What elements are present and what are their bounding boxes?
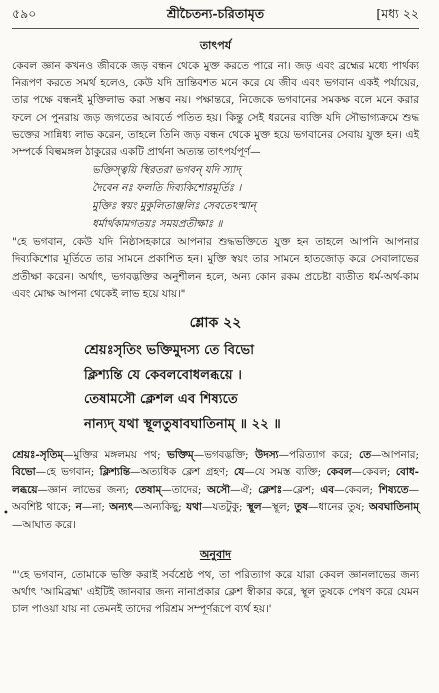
word-term: শ্রেয়ঃ-সৃতিম্ [12, 449, 64, 462]
word-term: যে [234, 466, 245, 479]
quoted-verse-line: দৈবেন নঃ ফলতি দিব্যকিশোরমূর্তিঃ । [92, 182, 242, 195]
word-meaning: —অন্যকিছু; [133, 501, 187, 514]
word-term: ক্লেশঃ [258, 483, 283, 496]
word-meaning: —না; [81, 501, 110, 514]
page-number: ৫৯০ [12, 6, 37, 21]
word-term: শিষ্যতে [378, 483, 409, 496]
word-term: ক্লিশ্যন্তি [99, 466, 131, 479]
word-meaning: —ঐ; [230, 483, 259, 496]
word-term: অসৌ [207, 483, 231, 496]
word-meaning: —স্থূল; [261, 501, 295, 514]
word-term: উদস্য [255, 449, 279, 462]
shloka-line: তেষামসৌ ক্লেশল এব শিষ্যতে [84, 392, 238, 408]
margin-mark: • [3, 508, 9, 519]
word-term: ভক্তিম্ [167, 449, 194, 462]
word-term: তুষ [294, 501, 308, 514]
translation-title: অনুবাদ [199, 548, 232, 562]
word-term: তেষাম্ [134, 483, 162, 496]
word-meaning: —আঘাত করে। [12, 518, 76, 531]
quoted-verse-line: মুক্তিঃ স্বয়ং মুকুলিতাঞ্জলিঃ সেবতেঽস্মান্ [92, 200, 257, 213]
word-term: বিভো [12, 466, 36, 479]
word-meaning: —ভগবদ্ভক্তি; [193, 449, 256, 462]
word-term: এব [320, 483, 335, 496]
page-header [12, 6, 419, 29]
word-meaning: —হে ভগবান; [35, 466, 100, 479]
section-label: [মধ্য ২২ [376, 6, 419, 21]
word-meaning: —মুক্তির মঙ্গলময় পথ; [63, 449, 168, 462]
word-meaning: —কেবল; [351, 466, 396, 479]
shloka-line: নান্যদ্ যথা স্থূলতুষাবঘাতিনাম্ ॥ ২২ ॥ [84, 416, 281, 432]
word-term: কেবল [326, 466, 352, 479]
word-meaning: —অত্যধিক ক্লেশ গ্রহণ; [130, 466, 235, 479]
word-meaning: —কেবল; [334, 483, 379, 496]
word-meaning: —ক্লেশ; [282, 483, 321, 496]
quoted-verse-line: ধর্মার্থকামগতয়ঃ সময়প্রতীক্ষাঃ ॥ [92, 218, 223, 231]
word-meaning: —অবশিষ্ট থাকে; [12, 483, 419, 514]
word-meanings [12, 447, 419, 534]
word-meaning: —জ্ঞান লাভের জন্য; [37, 483, 135, 496]
shloka-line: শ্রেয়ঃসৃতিং ভক্তিমুদস্য তে বিভো [84, 343, 255, 359]
word-term: স্থূল [246, 501, 262, 514]
word-meaning: —যতটুকু; [201, 501, 247, 514]
shloka-title: শ্লোক ২২ [189, 315, 242, 332]
word-term: যথা [186, 501, 202, 514]
word-meaning: —আপনার; [371, 449, 419, 462]
word-term: ন [75, 501, 82, 514]
book-title: শ্রীচৈতন্য-চরিতামৃত [166, 6, 265, 21]
word-meaning: —ধানের তুষ; [307, 501, 370, 514]
purport-title: তাৎপর্য [199, 39, 232, 52]
word-term: বোধ-লব্ধয়ে [12, 466, 419, 496]
word-term: অবঘাতিনাম্ [369, 501, 419, 514]
word-meaning: —যে সমস্ত ব্যক্তি; [244, 466, 327, 479]
shloka-verse [12, 339, 419, 437]
purport-paragraph-1: কেবল জ্ঞান কখনও জীবকে জড় বন্ধন থেকে মুক্ত করতে পারে না। জড় এবং ব্রহ্মের মধ্যে পার্থক্য নিরূপণ করতে সমর্থ হলেও, কেউ যদি ভ্রান্তিবশত মনে করে যে জীব এবং ভগবান একই পর্যায়ের, তার পক্ষে বন্ধনই মুক্তিলাভ করা সম্ভব নয়। পক্ষান্তরে, নিজেকে ভগবানের সমকক্ষ বলে মনে করার ফলে সে পুনরায় জড় জগতের আবর্তে পতিত হয়। কিন্তু সেই ধরনের ব্যক্তি যদি সৌভাগ্যক্রমে শুদ্ধ ভক্তের সান্নিধ্য লাভ করেন, তাহলে তিনি জড় বন্ধন থেকে মুক্ত হয়ে ভগবানের সেবায় যুক্ত হন। এই সম্পর্কে বিল্বমঙ্গল ঠাকুরের একটি প্রার্থনা অত্যন্ত তাৎপর্যপূর্ণ— [12, 60, 419, 159]
purport-paragraph-2: "হে ভগবান, কেউ যদি নিষ্ঠাসহকারে আপনার শুদ্ধভক্তিতে যুক্ত হন তাহলে আপনি আপনার দিব্যকিশোর মূর্তিতে তার সামনে প্রকাশিত হন। মুক্তি স্বয়ং তার সামনে হাতজোড় করে সেবালাভের প্রতীক্ষা করেন। অর্থাৎ, ভগবদ্ভক্তির অনুশীলন হলে, অন্য কোন রকম প্রচেষ্টা ব্যতীত ধর্ম-অর্থ-কাম এবং মোক্ষ আপনা থেকেই লাভ হয়ে যায়।" [12, 236, 419, 300]
word-meaning: —তাদের; [161, 483, 208, 496]
word-meaning: —পরিত্যাগ করে; [278, 449, 359, 462]
quoted-verse [12, 162, 419, 233]
shloka-line: ক্লিশ্যন্তি যে কেবলবোধলব্ধয়ে । [84, 367, 242, 383]
word-term: তে [358, 449, 371, 462]
translation-text: "'হে ভগবান, তোমাকে ভক্তি করাই সর্বশ্রেষ্ঠ পথ, তা পরিত্যাগ করে যারা কেবল জ্ঞানলাভের জন্য অর্থাৎ 'আমিব্রহ্ম' এইটিই জানবার জন্য নানাপ্রকার ক্লেশ স্বীকার করে, স্থূল তুষকে পেষণ করে যেমন চাল পাওয়া যায় না তেমনই তাদের পরিশ্রম সম্পূর্ণরূপে ব্যর্থ হয়।' [12, 569, 419, 616]
word-term: অন্যৎ [109, 501, 134, 514]
quoted-verse-line: ভক্তিস্ত্বয়ি স্থিরতরা ভগবন্ যদি স্যাদ্ [92, 164, 241, 177]
